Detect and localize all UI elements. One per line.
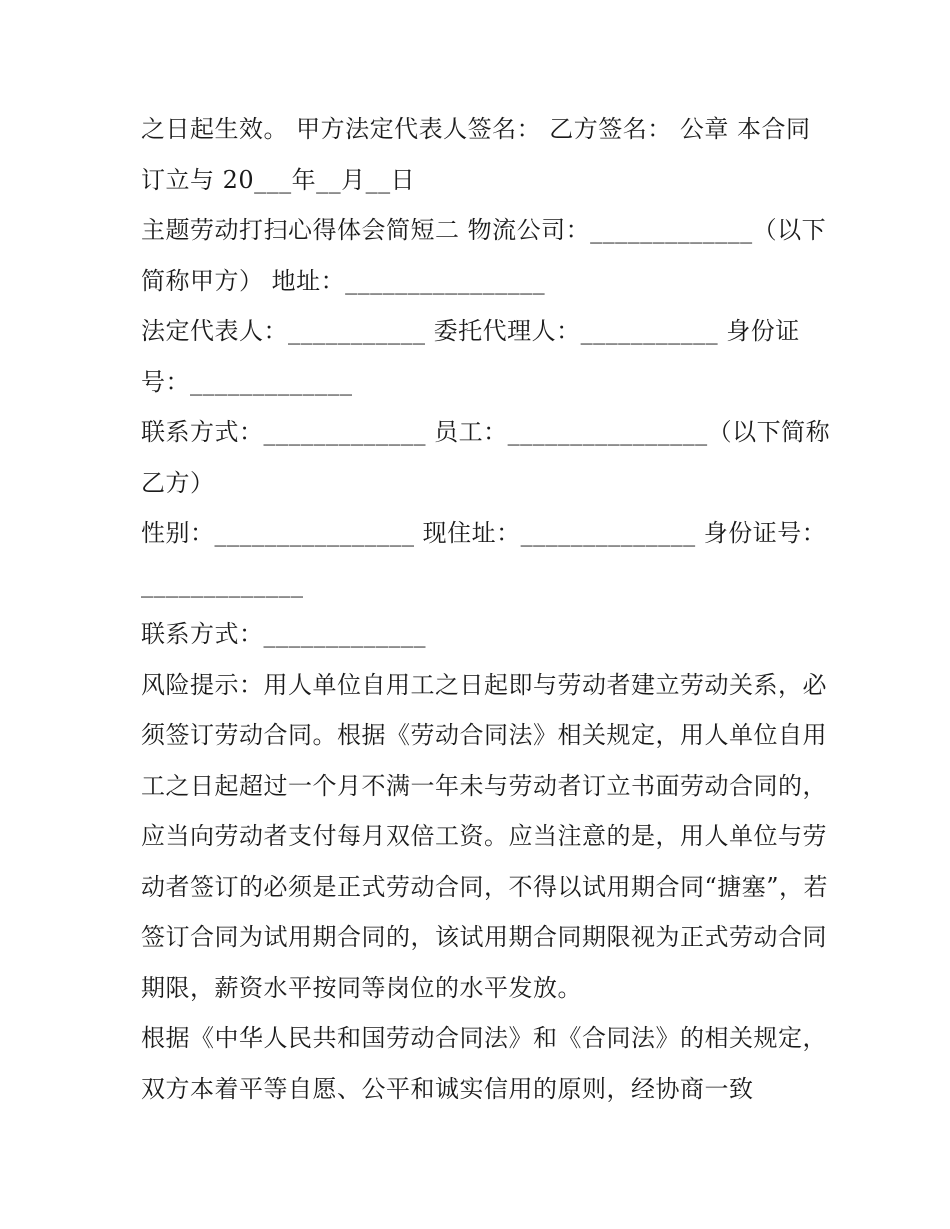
document-body (141, 104, 831, 1114)
paragraph-party-b-employee: 联系方式：_____________ 员工：________________（以下简称乙方） (141, 418, 831, 497)
paragraph-effective-date: 之日起生效。 甲方法定代表人签名： 乙方签名： 公章 本合同订立与 20___年__月__日 (141, 115, 811, 194)
paragraph-employee-details: 性别：________________ 现住址：______________ 身份证号：_____________ (141, 519, 827, 598)
paragraph-risk-notice: 风险提示：用人单位自用工之日起即与劳动者建立劳动关系，必须签订劳动合同。根据《劳动合同法》相关规定，用人单位自用工之日起超过一个月不满一年未与劳动者订立书面劳动合同的，应当向劳动者支付每月双倍工资。应当注意的是，用人单位与劳动者签订的必须是正式劳动合同，不得以试用期合同“搪塞”，若签订合同为试用期合同的，该试用期合同期限视为正式劳动合同期限，薪资水平按同等岗位的水平发放。 (141, 670, 829, 1002)
paragraph-contact: 联系方式：_____________ (141, 620, 426, 648)
paragraph-legal-representative: 法定代表人：___________ 委托代理人：___________ 身份证号：_____________ (141, 317, 800, 396)
paragraph-legal-basis: 根据《中华人民共和国劳动合同法》和《合同法》的相关规定，双方本着平等自愿、公平和诚实信用的原则，经协商一致 (141, 1024, 827, 1103)
paragraph-party-a-company: 主题劳动打扫心得体会简短二 物流公司：_____________（以下简称甲方） 地址：________________ (141, 216, 827, 295)
